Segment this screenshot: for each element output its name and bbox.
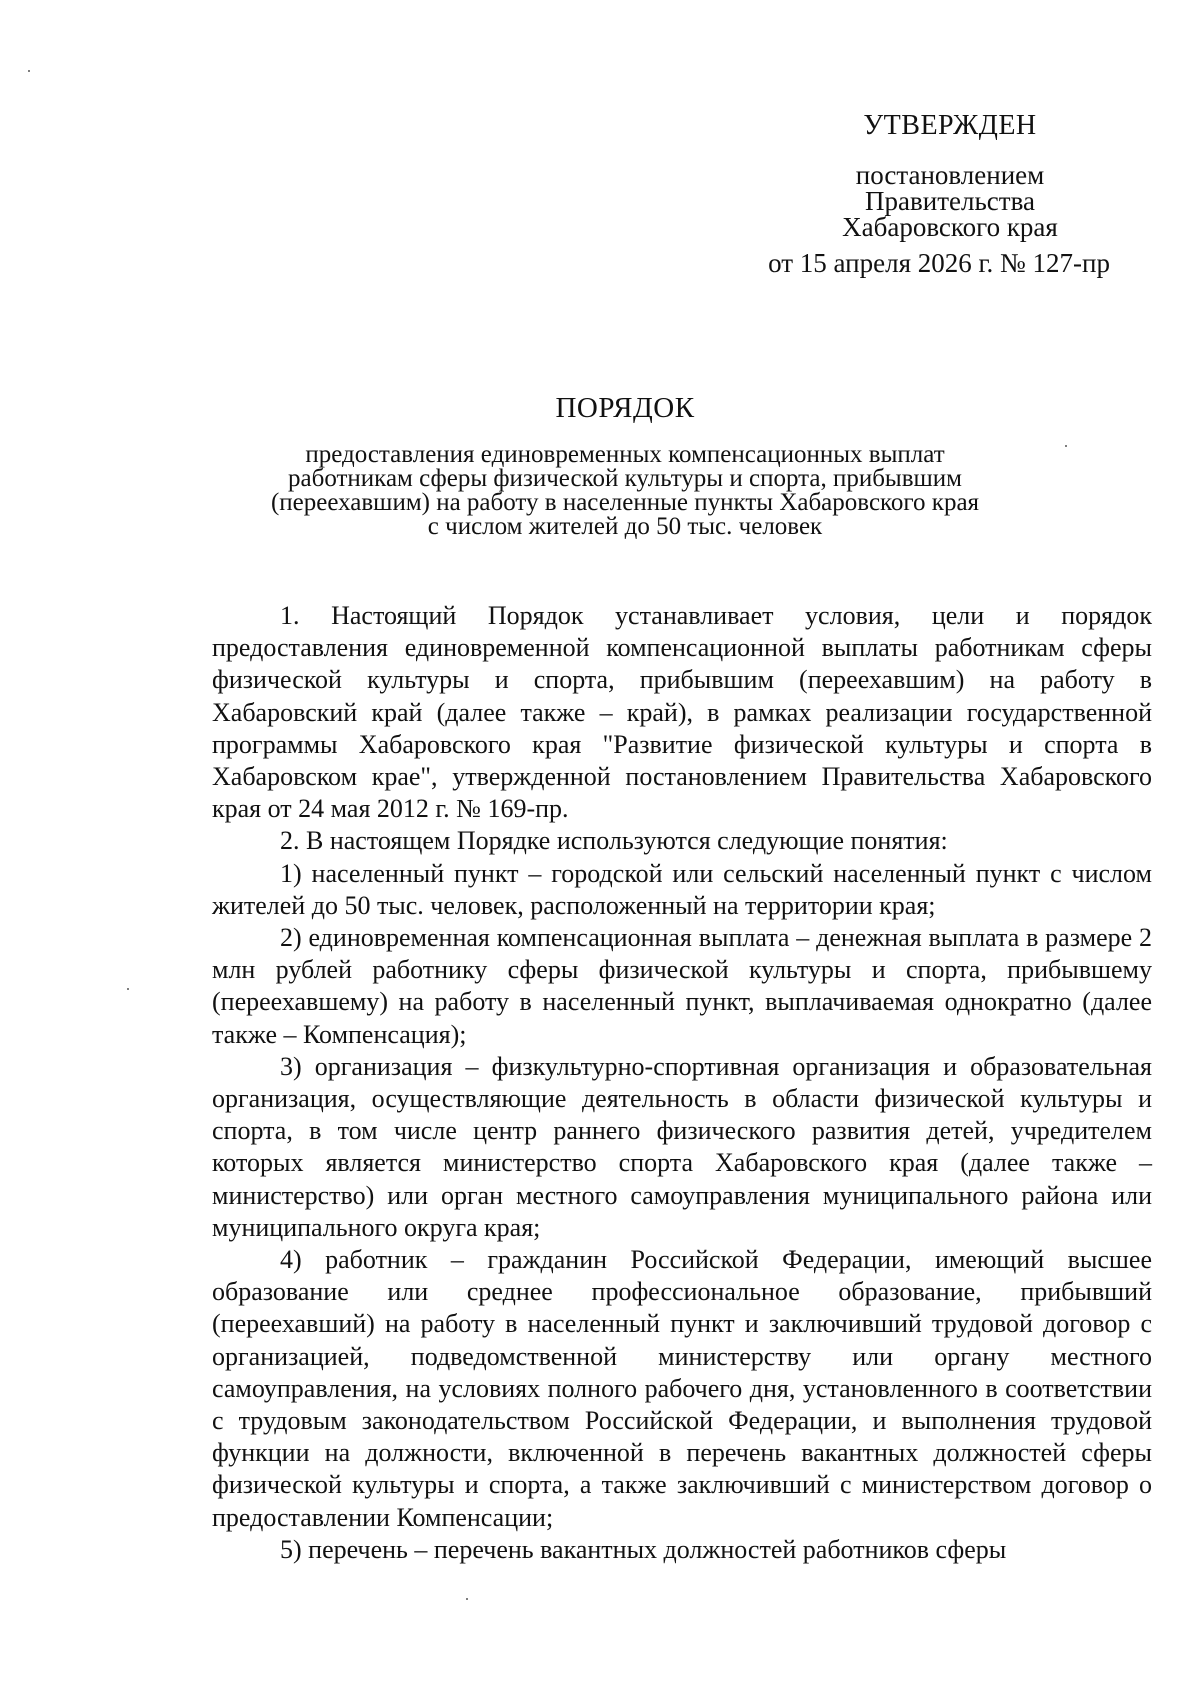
document-subtitle-line-1: предоставления единовременных компенсационных выплат — [305, 441, 945, 468]
paragraph-definition-1: 1) населенный пункт – городской или сельский населенный пункт с числом жителей до 50 тыс. человек, расположенный на территории края; — [212, 858, 1152, 920]
document-heading — [150, 392, 1100, 539]
document-body — [212, 600, 1152, 1566]
paragraph-definition-5: 5) перечень – перечень вакантных должностей работников сферы — [280, 1534, 1007, 1564]
approval-line-3: Хабаровского края — [842, 212, 1058, 242]
document-subtitle-line-2: работникам сферы физической культуры и спорта, прибывшим — [288, 465, 962, 492]
paragraph-1: 1. Настоящий Порядок устанавливает условия, цели и порядок предоставления единовременной компенсационной выплаты работникам сферы физической культуры и спорта, прибывшим (переехавшим) на работу в Хабаровский край (далее также – край), в рамках реализации государственной программы Хабаровского края "Развитие физической культуры и спорта в Хабаровском крае", утвержденной постановлением Правительства Хабаровского края от 24 мая 2012 г. № 169-пр. — [212, 601, 1152, 824]
paragraph-definition-4: 4) работник – гражданин Российской Федерации, имеющий высшее образование или среднее профессиональное образование, прибывший (переехавший) на работу в населенный пункт и заключивший трудовой договор с организацией, подведомственной министерству или органу местного самоуправления, на условиях полного рабочего дня, установленного в соответствии с трудовым законодательством Российской Федерации, и выполнения трудовой функции на должности, включенной в перечень вакантных должностей сферы физической культуры и спорта, а также заключивший с министерством договор о предоставлении Компенсации; — [212, 1245, 1152, 1532]
approval-line-1: постановлением — [855, 160, 1045, 190]
scan-speck — [127, 988, 129, 990]
scan-speck — [28, 70, 30, 72]
approval-date: от 15 апреля 2026 г. № 127-пр — [768, 248, 1110, 278]
scan-speck — [1065, 445, 1067, 447]
document-subtitle-line-4: с числом жителей до 50 тыс. человек — [427, 513, 823, 540]
paragraph-definition-2: 2) единовременная компенсационная выплата – денежная выплата в размере 2 млн рублей работнику сферы физической культуры и спорта, прибывшему (переехавшему) на работу в населенный пункт, выплачиваемая однократно (далее также – Компенсация); — [212, 923, 1152, 1049]
approval-line-2: Правительства — [865, 186, 1035, 216]
approval-block — [760, 112, 1140, 277]
document-title: ПОРЯДОК — [555, 392, 695, 424]
document-subtitle-line-3: (переехавшим) на работу в населенные пункты Хабаровского края — [270, 489, 980, 516]
approval-title: УТВЕРЖДЕН — [863, 110, 1037, 141]
scan-speck — [466, 1598, 468, 1600]
paragraph-definition-3: 3) организация – физкультурно-спортивная организация и образовательная организация, осуществляющие деятельность в области физической культуры и спорта, в том числе центр раннего физического развития детей, учредителем которых является министерство спорта Хабаровского края (далее также – министерство) или орган местного самоуправления муниципального района или муниципального округа края; — [212, 1051, 1152, 1242]
paragraph-2: 2. В настоящем Порядке используются следующие понятия: — [280, 826, 948, 856]
